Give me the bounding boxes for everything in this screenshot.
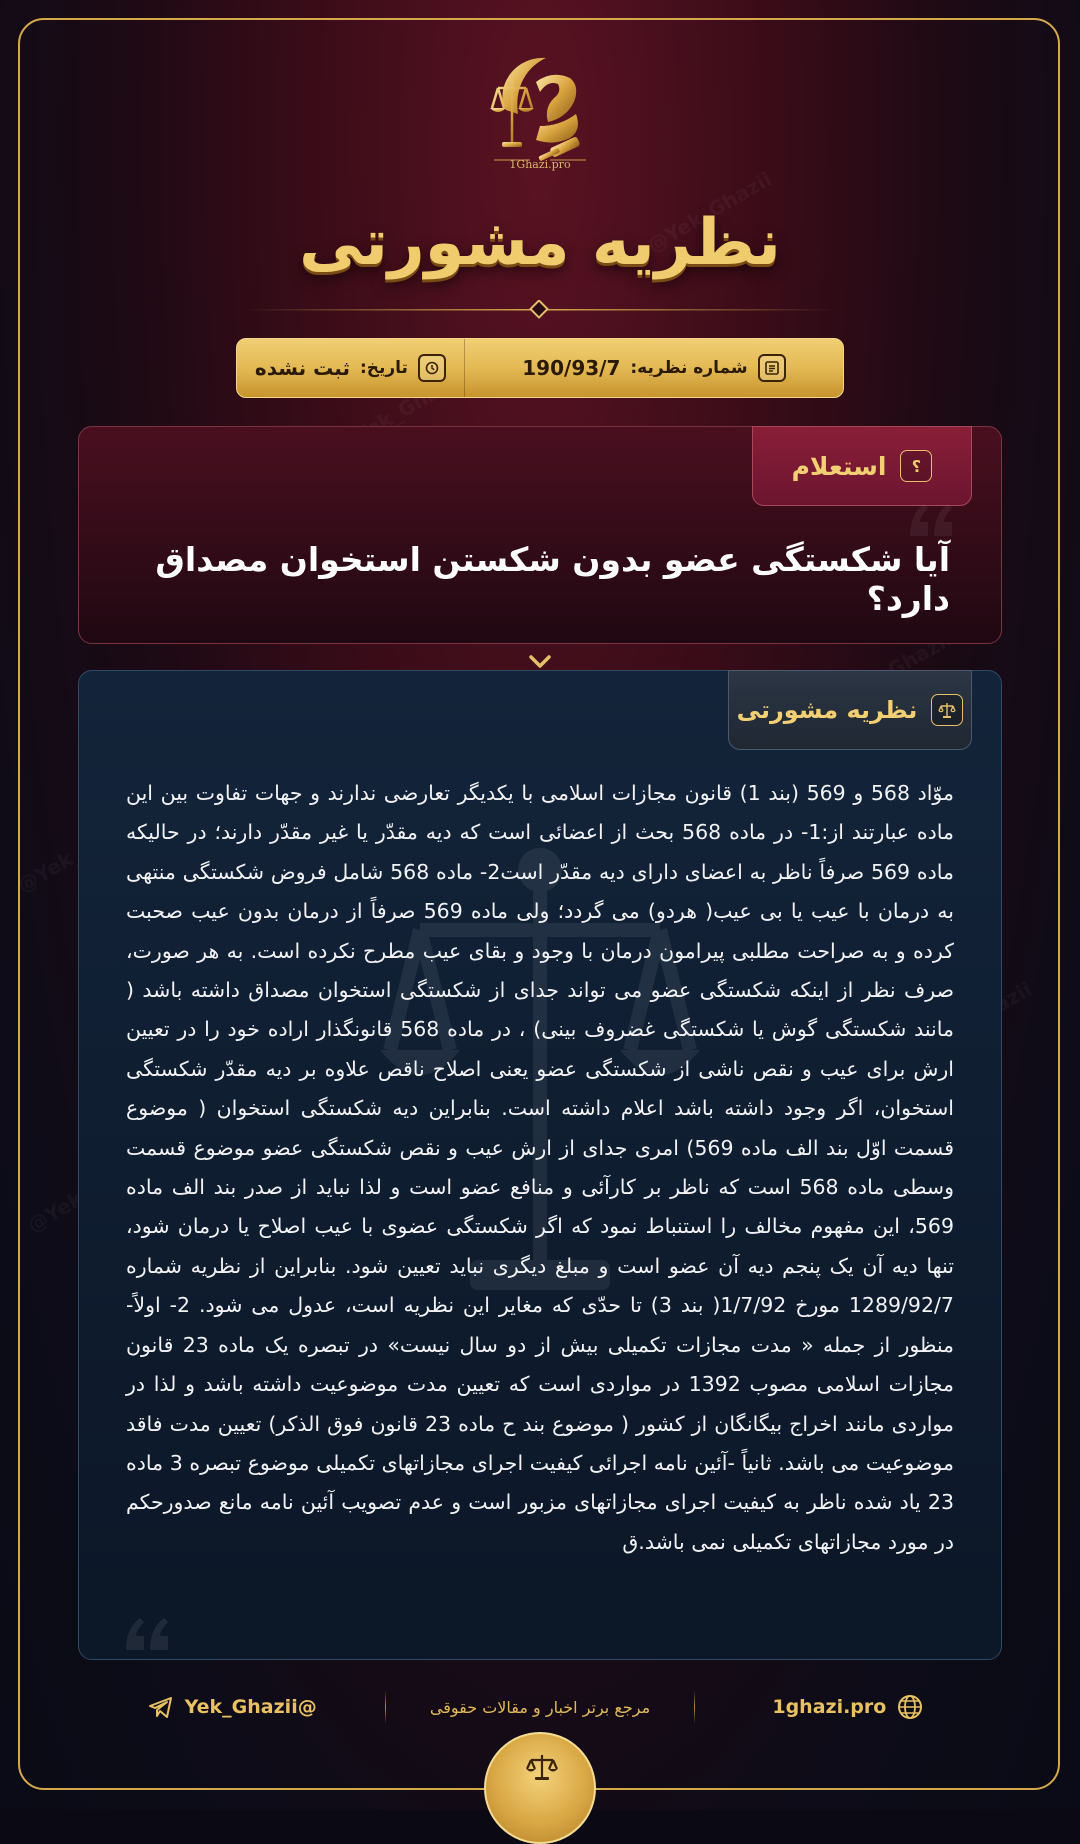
footer-telegram[interactable]: [78, 1693, 385, 1721]
title-divider-icon: [244, 300, 836, 320]
footer-seal: [484, 1732, 596, 1844]
chevron-down-icon: [527, 654, 553, 670]
footer-divider: [694, 1690, 695, 1724]
opinion-tab: [728, 670, 972, 750]
clock-icon: [418, 354, 446, 382]
opinion-tab-label: نظریه مشورتی: [736, 696, 918, 724]
footer: [78, 1684, 1002, 1730]
footer-tagline: مرجع برتر اخبار و مقالات حقوقی: [429, 1697, 651, 1717]
date-value: ثبت نشده: [254, 356, 350, 380]
date-label: تاریخ:: [359, 358, 408, 378]
page-title: نظریه مشورتی: [299, 206, 781, 280]
nazarie-date: [237, 339, 465, 397]
footer-website[interactable]: [695, 1693, 1002, 1721]
telegram-handle[interactable]: @Yek_Ghazii: [184, 1696, 317, 1718]
yek-ghazi-logo-icon: [484, 48, 596, 172]
number-label: شماره نظریه:: [630, 358, 748, 378]
question-icon: ؟: [900, 450, 932, 482]
scales-icon: [931, 694, 963, 726]
nazarie-number: [465, 339, 843, 397]
inquiry-tab-label: استعلام: [791, 451, 887, 481]
inquiry-tab: [752, 426, 972, 506]
footer-divider: [385, 1690, 386, 1724]
globe-icon: [896, 1693, 924, 1721]
telegram-icon: [147, 1693, 175, 1721]
inquiry-question: آیا شکستگی عضو بدون شکستن استخوان مصداق دارد؟: [155, 540, 950, 618]
quote-mark-icon: [908, 498, 954, 538]
website-link[interactable]: 1ghazi.pro: [772, 1696, 887, 1718]
quote-mark-icon: [124, 1612, 170, 1652]
info-bar: [236, 338, 844, 398]
document-icon: [758, 354, 786, 382]
scales-icon: [526, 1752, 558, 1782]
logo-site-text: 1Ghazi.pro: [509, 158, 571, 171]
opinion-body-text: موّاد 568 و 569 (بند 1) قانون مجازات اسلامی با یکدیگر تعارضی ندارند و جهات تفاوت بین این ماده عبارتند از:1- در ماده 568 بحث از اعضائی است که دیه مقدّر یا غیر مقدّر دارند؛ در حالیکه ماده 569 صرفاً ناظر به اعضای دارای دیه مقدّر است2- ماده 568 شامل فروض شکستگی منتهی به درمان با عیب یا بی عیب( هردو) می گردد؛ ولی ماده 569 صرفاً از درمان بدون عیب صحبت کرده و به صراحت مطلبی پیرامون درمان با وجود و بقای عیب مطرح نکرده است. به هر صورت، صرف نظر از اینکه شکستگی عضو می تواند جدای از شکستگی استخوان مصداق داشته باشد ( مانند شکستگی گوش یا شکستگی غضروف بینی) ، در ماده 568 قانونگذار اراده خود را در تعیین ارش برای عیب و نقص ناشی از شکستگی عضو یعنی اصلاح ناقص علاوه بر دیه مقدّر شکستگی استخوان، اگر وجود داشته باشد اعلام داشته است. بنابراین دیه شکستگی استخوان ( موضوع قسمت اوّل بند الف ماده 569) امری جدای از ارش عیب و نقص شکستگی عضو موضوع قسمت وسطی ماده 568 است که ناظر بر کارآئی و منافع عضو است و لذا نباید از صدر بند الف ماده 569، این مفهوم مخالف را استنباط نمود که اگر شکستگی عضوی با عیب اصلاح یا درمان شود، تنها دیه آن یک پنجم دیه آن عضو است و مبلغ دیگری نباید تعیین شود. بنابراین از نظریه شماره 1289/92/7 مورخ 1/7/92( بند 3) تا حدّی که مغایر این نظریه است، عدول می شود. 2- اولاً- منظور از جمله « مدت مجازات تکمیلی بیش از دو سال نیست» در تبصره یک ماده 23 قانون مجازات اسلامی مصوب 1392 در مواردی است که تعیین مدت موضوعیت داشته باشد و لذا در مواردی مانند اخراج بیگانگان از کشور ( موضوع بند ح ماده 23 قانون فوق الذکر) تعیین مدت فاقد موضوعیت می باشد. ثانیاً -آئین نامه اجرائی کیفیت اجرای مجازاتهای تکمیلی موضوع تبصره 3 ماده 23 یاد شده ناظر به کیفیت اجرای مجازاتهای مزبور است و عدم تصویب آئین نامه مانع صدورحکم در مورد مجازاتهای تکمیلی نمی باشد.ق: [126, 781, 955, 1554]
number-value: 190/93/7: [522, 356, 621, 380]
